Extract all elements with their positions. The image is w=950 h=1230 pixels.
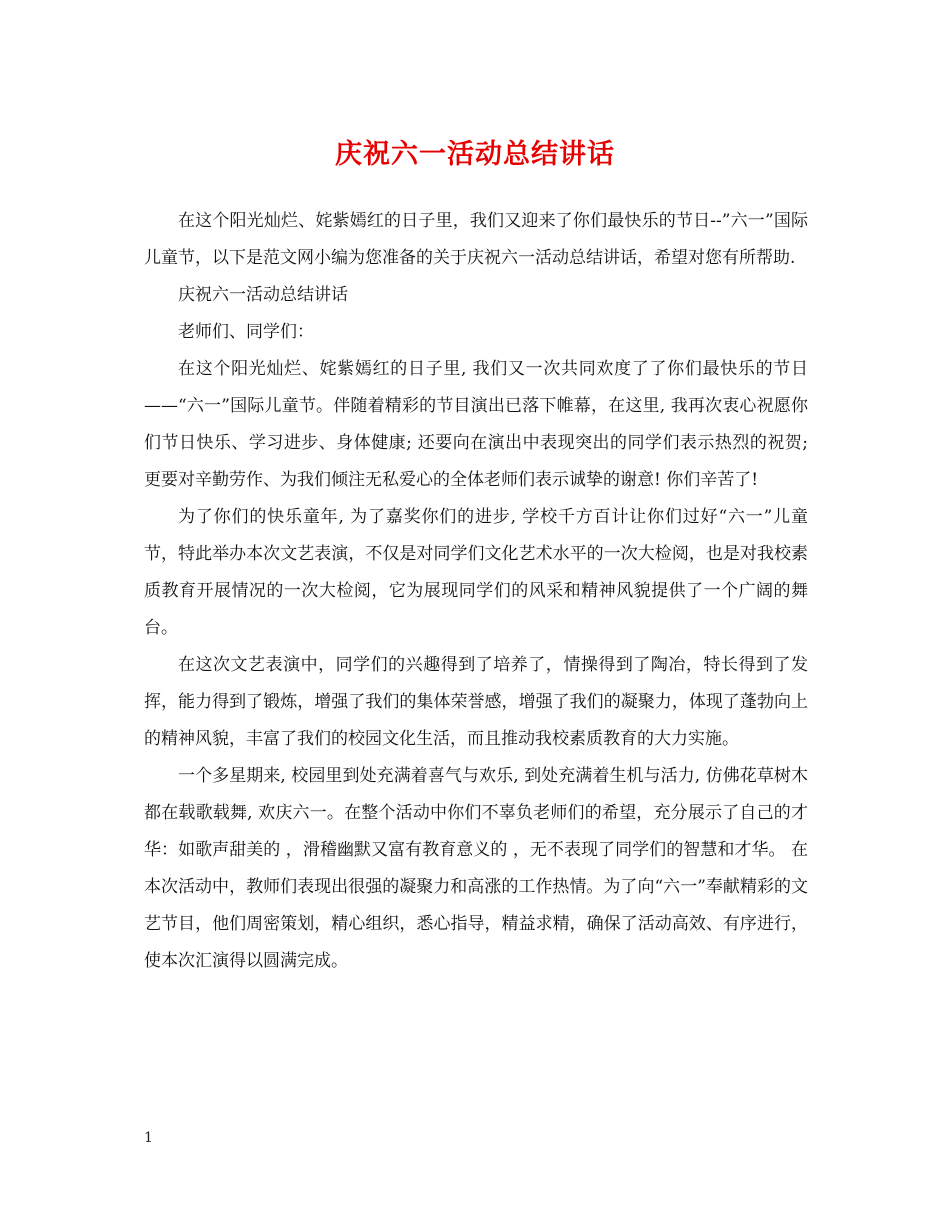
document-body xyxy=(144,203,808,980)
document-title: 庆祝六一活动总结讲话 xyxy=(335,139,615,170)
paragraph-intro: 在这个阳光灿烂、姹紫嫣红的日子里，我们又迎来了你们最快乐的节日--”六一”国际儿童节，以下是范文网小编为您准备的关于庆祝六一活动总结讲话，希望对您有所帮助. xyxy=(144,211,808,268)
paragraph-body: 一个多星期来, 校园里到处充满着喜气与欢乐, 到处充满着生机与活力, 仿佛花草树木都在载歌载舞, 欢庆六一。在整个活动中你们不辜负老师们的希望，充分展示了自己的才华：如歌声甜美的 ，滑稽幽默又富有教育意义的 ，无不表现了同学们的智慧和才华。 在本次活动中，教师们表现出很强的凝聚力和高涨的工作热情。为了向“六一”奉献精彩的文艺节目，他们周密策划，精心组织，悉心指导，精益求精，确保了活动高效、有序进行，使本次汇演得以圆满完成。 xyxy=(144,766,808,971)
paragraph-body: 在这个阳光灿烂、姹紫嫣红的日子里, 我们又一次共同欢度了了你们最快乐的节日——“六一”国际儿童节。伴随着精彩的节目演出已落下帷幕，在这里, 我再次衷心祝愿你们节日快乐、学习进步、身体健康; 还要向在演出中表现突出的同学们表示热烈的祝贺; 更要对辛勤劳作、为我们倾注无私爱心的全体老师们表示诚挚的谢意! 你们辛苦了! xyxy=(144,359,808,490)
page-number: 1 xyxy=(144,1130,153,1146)
paragraph-body: 为了你们的快乐童年, 为了嘉奖你们的进步, 学校千方百计让你们过好“六一”儿童节，特此举办本次文艺表演，不仅是对同学们文化艺术水平的一次大检阅，也是对我校素质教育开展情况的一次大检阅，它为展现同学们的风采和精神风貌提供了一个广阔的舞台。 xyxy=(144,507,808,638)
paragraph-body: 在这次文艺表演中，同学们的兴趣得到了培养了，情操得到了陶冶，特长得到了发挥，能力得到了锻炼，增强了我们的集体荣誉感，增强了我们的凝聚力，体现了蓬勃向上的精神风貌，丰富了我们的校园文化生活，而且推动我校素质教育的大力实施。 xyxy=(144,655,808,749)
paragraph-salutation: 老师们、同学们： xyxy=(178,322,314,342)
paragraph-subtitle: 庆祝六一活动总结讲话 xyxy=(178,285,348,305)
